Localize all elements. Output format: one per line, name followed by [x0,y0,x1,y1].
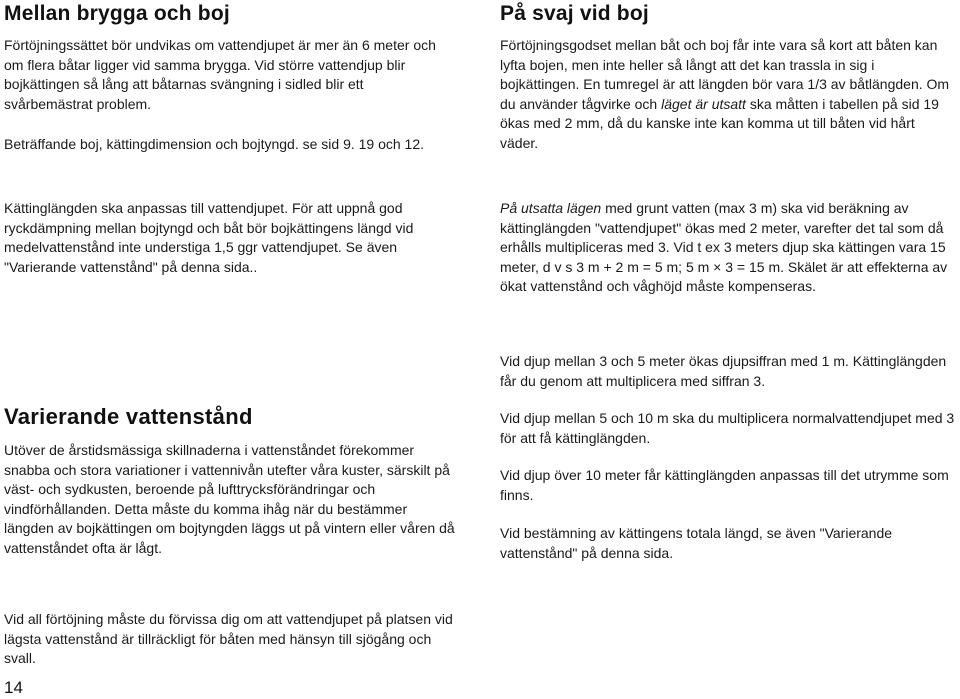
paragraph: Vid all förtöjning måste du förvissa dig om att vattendjupet på platsen vid lägsta vattenstånd är tillräckligt för båten med hänsyn till sjögång och svall. [4,611,453,667]
paragraph: Vid djup över 10 meter får kättinglängden anpassas till det utrymme som finns. [500,467,949,503]
paragraph: Utöver de årstidsmässiga skillnaderna i vattenståndet förekommer snabba och stora variationer i vattennivån utefter våra kuster, särskilt på väst- och sydkusten, beroende på lufttrycksförändringar och vindförhållanden. Detta måste du komma ihåg när du bestämmer längden av bojkättingen om bojtyngden läggs ut på vintern eller våren då vattenståndet ofta är lågt. [4,442,455,556]
paragraph: Kättinglängden ska anpassas till vattendjupet. För att uppnå god ryckdämpning mellan bojtyngd och båt bör bojkättingens längd vid medelvattenstånd inte understiga 1,5 ggr vattendjupet. Se även "Varierande vattenstånd" på denna sida.. [4,200,414,275]
page-number: 14 [4,678,23,697]
italic-text: läget är utsatt [661,95,746,112]
paragraph: Vid bestämning av kättingens totala längd, se även "Varierande vattenstånd" på denna sida. [500,525,893,561]
paragraph: Förtöjningssättet bör undvikas om vattendjupet är mer än 6 meter och om flera båtar ligger vid samma brygga. Vid större vattendjup blir bojkättingen så lång att båtarnas svängning i sidled blir ett svårbemästrat problem. [4,37,436,112]
heading-mellan-brygga-och-boj: Mellan brygga och boj [4,2,230,25]
italic-text: På utsatta lägen [500,200,602,216]
paragraph [500,199,956,297]
paragraph: Vid djup mellan 5 och 10 m ska du multiplicera normalvattendjupet med 3 för att få kättinglängden. [500,410,955,446]
text-run: med grunt vatten (max 3 m) ska vid beräkning av kättinglängden "vattendjupet" ökas med 2 meter, varefter det tal som då erhålls multipliceras med 3. Vid t ex 3 meters djup ska kättingen vara 15 meter, d v s 3 m + 2 m = 5 m; 5 m × 3 = 15 m. Skälet är att effekterna av ökat vattenstånd och våghöjd måste kompenseras. [500,200,948,295]
paragraph: Beträffande boj, kättingdimension och bojtyngd. se sid 9. 19 och 12. [4,136,425,152]
heading-pa-svaj-vid-boj: På svaj vid boj [500,2,649,25]
text-run: ska måtten i tabellen på sid 19 ökas med 2 mm, då du kanske inte kan komma ut till båten vid hårt väder. [500,95,939,151]
text-run: Förtöjningsgodset mellan båt och boj får inte vara så kort att båten kan lyfta bojen, men inte heller så långt att det kan trassla in sig i bojkättingen. En tumregel är att längden bör vara 1/3 av båtlängden. Om du använder tågvirke och [500,37,950,112]
heading-varierande-vattenstand: Varierande vattenstånd [4,404,253,429]
paragraph: Vid djup mellan 3 och 5 meter ökas djupsiffran med 1 m. Kättinglängden får du genom att multiplicera med siffran 3. [500,353,947,389]
paragraph [500,36,956,154]
